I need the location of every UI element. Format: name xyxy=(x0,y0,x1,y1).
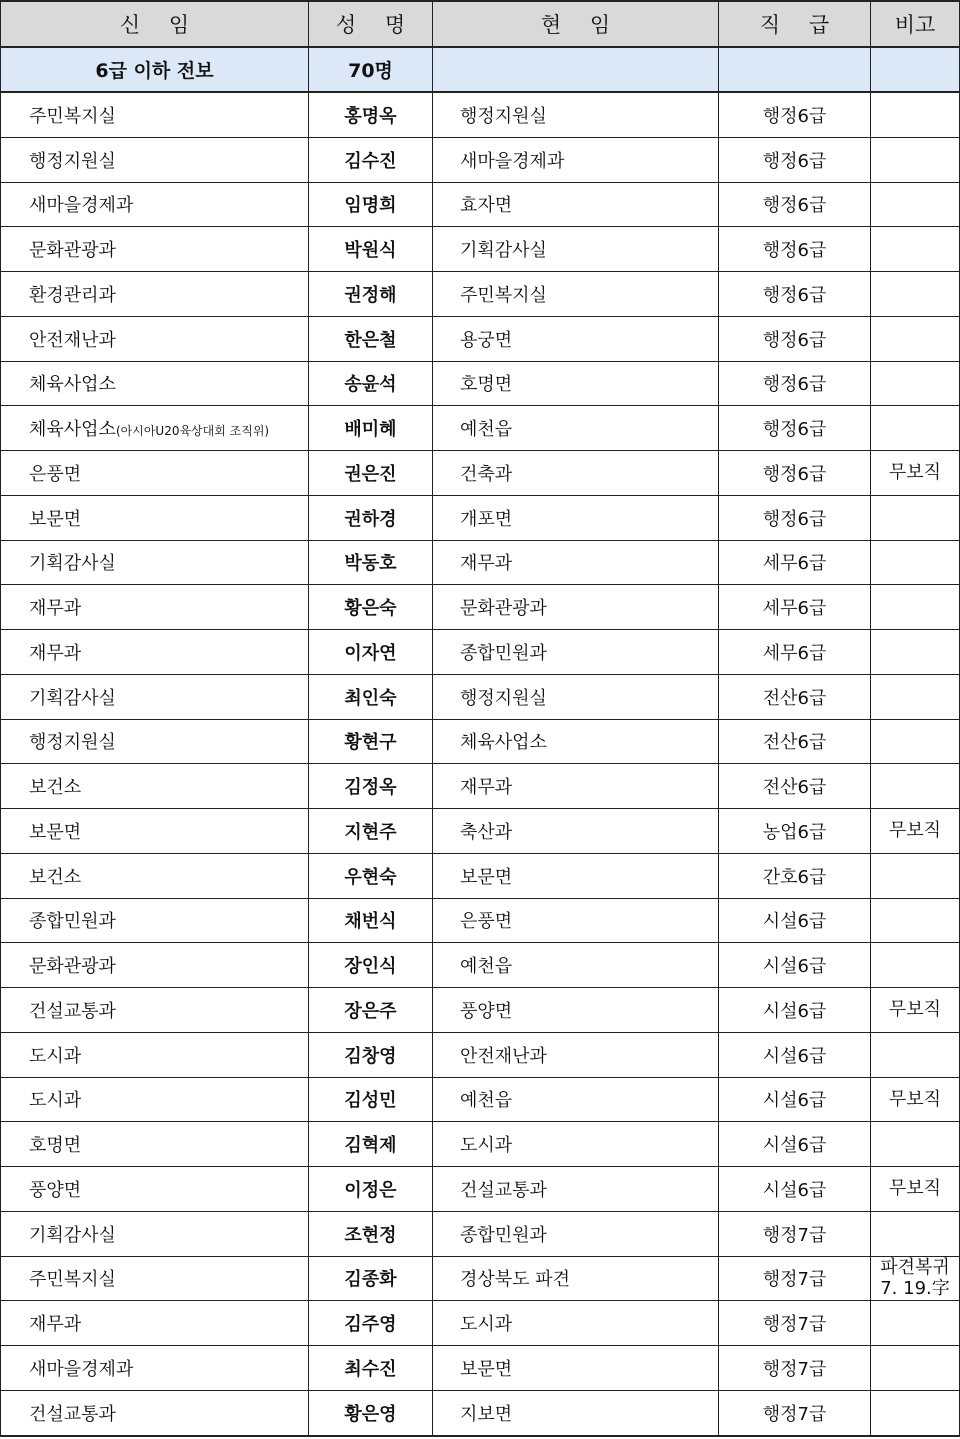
grade-cell: 시설6급 xyxy=(719,1032,871,1077)
new-post-text: 보문면 xyxy=(29,508,82,530)
remark-cell xyxy=(871,1122,960,1167)
new-post-cell xyxy=(1,988,309,1033)
grade-cell: 행정7급 xyxy=(719,1211,871,1256)
grade-cell: 전산6급 xyxy=(719,764,871,809)
grade-cell: 행정6급 xyxy=(719,316,871,361)
name-cell: 권하경 xyxy=(309,495,433,540)
new-post-text: 체육사업소 xyxy=(29,419,116,441)
new-post-cell xyxy=(1,1256,309,1301)
name-cell: 장인식 xyxy=(309,943,433,988)
new-post-text: 재무과 xyxy=(29,1314,82,1336)
new-post-text: 문화관광과 xyxy=(29,240,116,262)
new-post-cell xyxy=(1,1122,309,1167)
summary-row xyxy=(1,47,960,92)
grade-cell: 시설6급 xyxy=(719,898,871,943)
summary-empty-cell xyxy=(871,47,960,92)
new-post-cell xyxy=(1,1077,309,1122)
table-row xyxy=(1,137,960,182)
grade-cell: 시설6급 xyxy=(719,1167,871,1212)
grade-cell: 시설6급 xyxy=(719,1077,871,1122)
table-row xyxy=(1,361,960,406)
header-new-post: 신 임 xyxy=(1,1,309,47)
new-post-cell xyxy=(1,719,309,764)
current-post-cell: 행정지원실 xyxy=(433,674,719,719)
remark-cell xyxy=(871,585,960,630)
current-post-cell: 도시과 xyxy=(433,1301,719,1346)
new-post-text: 문화관광과 xyxy=(29,956,116,978)
table-row xyxy=(1,227,960,272)
new-post-cell xyxy=(1,764,309,809)
remark-cell: 무보직 xyxy=(871,451,960,496)
table-row xyxy=(1,764,960,809)
new-post-cell xyxy=(1,272,309,317)
current-post-cell: 재무과 xyxy=(433,540,719,585)
new-post-cell xyxy=(1,137,309,182)
current-post-cell: 문화관광과 xyxy=(433,585,719,630)
new-post-cell xyxy=(1,585,309,630)
current-post-cell: 보문면 xyxy=(433,853,719,898)
summary-label: 6급 이하 전보 xyxy=(1,47,309,92)
new-post-cell xyxy=(1,316,309,361)
name-cell: 김수진 xyxy=(309,137,433,182)
name-cell: 우현숙 xyxy=(309,853,433,898)
current-post-cell: 기획감사실 xyxy=(433,227,719,272)
new-post-text: 재무과 xyxy=(29,642,82,664)
remark-cell xyxy=(871,406,960,451)
remark-cell xyxy=(871,719,960,764)
name-cell: 황은숙 xyxy=(309,585,433,630)
grade-cell: 행정7급 xyxy=(719,1301,871,1346)
grade-cell: 시설6급 xyxy=(719,988,871,1033)
table-row xyxy=(1,719,960,764)
new-post-text: 주민복지실 xyxy=(29,1269,116,1291)
table-row xyxy=(1,451,960,496)
grade-cell: 행정6급 xyxy=(719,451,871,496)
table-row xyxy=(1,674,960,719)
new-post-text: 기획감사실 xyxy=(29,687,116,709)
table-row xyxy=(1,272,960,317)
current-post-cell: 행정지원실 xyxy=(433,92,719,137)
new-post-text: 주민복지실 xyxy=(29,105,116,127)
grade-cell: 간호6급 xyxy=(719,853,871,898)
name-cell: 김주영 xyxy=(309,1301,433,1346)
remark-cell: 무보직 xyxy=(871,1167,960,1212)
table-row xyxy=(1,585,960,630)
new-post-text: 종합민원과 xyxy=(29,911,116,933)
grade-cell: 전산6급 xyxy=(719,719,871,764)
remark-cell xyxy=(871,1301,960,1346)
current-post-cell: 재무과 xyxy=(433,764,719,809)
current-post-cell: 예천읍 xyxy=(433,1077,719,1122)
table-row xyxy=(1,630,960,675)
summary-count: 70명 xyxy=(309,47,433,92)
name-cell: 김혁제 xyxy=(309,1122,433,1167)
remark-cell xyxy=(871,316,960,361)
table-row xyxy=(1,1256,960,1301)
remark-cell xyxy=(871,227,960,272)
new-post-text: 체육사업소 xyxy=(29,374,116,396)
new-post-text: 안전재난과 xyxy=(29,329,116,351)
name-cell: 송윤석 xyxy=(309,361,433,406)
current-post-cell: 건설교통과 xyxy=(433,1167,719,1212)
current-post-cell: 개포면 xyxy=(433,495,719,540)
new-post-cell xyxy=(1,182,309,227)
grade-cell: 행정6급 xyxy=(719,92,871,137)
name-cell: 지현주 xyxy=(309,809,433,854)
table-row xyxy=(1,1211,960,1256)
current-post-cell: 도시과 xyxy=(433,1122,719,1167)
new-post-text: 도시과 xyxy=(29,1045,82,1067)
new-post-cell xyxy=(1,540,309,585)
name-cell: 권정해 xyxy=(309,272,433,317)
new-post-note: (아시아U20육상대회 조직위) xyxy=(115,424,270,439)
remark-cell: 무보직 xyxy=(871,988,960,1033)
remark-cell xyxy=(871,1032,960,1077)
grade-cell: 농업6급 xyxy=(719,809,871,854)
new-post-cell xyxy=(1,1301,309,1346)
grade-cell: 행정6급 xyxy=(719,495,871,540)
table-row xyxy=(1,406,960,451)
current-post-cell: 효자면 xyxy=(433,182,719,227)
new-post-text: 보건소 xyxy=(29,777,82,799)
table-row xyxy=(1,1346,960,1391)
name-cell: 홍명옥 xyxy=(309,92,433,137)
table-row xyxy=(1,809,960,854)
new-post-text: 보건소 xyxy=(29,866,82,888)
remark-cell: 무보직 xyxy=(871,809,960,854)
new-post-text: 환경관리과 xyxy=(29,284,116,306)
header-name: 성 명 xyxy=(309,1,433,47)
grade-cell: 행정6급 xyxy=(719,361,871,406)
new-post-cell xyxy=(1,361,309,406)
grade-cell: 행정6급 xyxy=(719,406,871,451)
current-post-cell: 호명면 xyxy=(433,361,719,406)
new-post-cell xyxy=(1,943,309,988)
new-post-cell xyxy=(1,92,309,137)
grade-cell: 행정6급 xyxy=(719,137,871,182)
new-post-text: 보문면 xyxy=(29,821,82,843)
new-post-cell xyxy=(1,1390,309,1435)
table-row xyxy=(1,540,960,585)
grade-cell: 행정7급 xyxy=(719,1346,871,1391)
current-post-cell: 은풍면 xyxy=(433,898,719,943)
name-cell: 최인숙 xyxy=(309,674,433,719)
new-post-cell xyxy=(1,674,309,719)
new-post-cell xyxy=(1,809,309,854)
remark-cell xyxy=(871,1346,960,1391)
remark-cell xyxy=(871,1390,960,1435)
new-post-text: 은풍면 xyxy=(29,463,82,485)
name-cell: 박원식 xyxy=(309,227,433,272)
remark-cell xyxy=(871,137,960,182)
table-row xyxy=(1,943,960,988)
name-cell: 최수진 xyxy=(309,1346,433,1391)
new-post-text: 행정지원실 xyxy=(29,150,116,172)
header-current-post: 현 임 xyxy=(433,1,719,47)
name-cell: 황현구 xyxy=(309,719,433,764)
new-post-cell xyxy=(1,495,309,540)
remark-cell xyxy=(871,1211,960,1256)
remark-cell xyxy=(871,943,960,988)
new-post-cell xyxy=(1,451,309,496)
new-post-cell xyxy=(1,227,309,272)
table-row xyxy=(1,495,960,540)
table-row xyxy=(1,898,960,943)
grade-cell: 행정7급 xyxy=(719,1256,871,1301)
current-post-cell: 종합민원과 xyxy=(433,1211,719,1256)
name-cell: 권은진 xyxy=(309,451,433,496)
summary-empty-cell xyxy=(433,47,719,92)
name-cell: 조현정 xyxy=(309,1211,433,1256)
new-post-text: 기획감사실 xyxy=(29,553,116,575)
table-row xyxy=(1,1032,960,1077)
current-post-cell: 주민복지실 xyxy=(433,272,719,317)
name-cell: 김창영 xyxy=(309,1032,433,1077)
grade-cell: 전산6급 xyxy=(719,674,871,719)
current-post-cell: 종합민원과 xyxy=(433,630,719,675)
current-post-cell: 새마을경제과 xyxy=(433,137,719,182)
name-cell: 장은주 xyxy=(309,988,433,1033)
new-post-cell xyxy=(1,630,309,675)
table-row xyxy=(1,316,960,361)
grade-cell: 행정6급 xyxy=(719,272,871,317)
current-post-cell: 풍양면 xyxy=(433,988,719,1033)
name-cell: 채번식 xyxy=(309,898,433,943)
new-post-cell xyxy=(1,898,309,943)
remark-cell xyxy=(871,272,960,317)
remark-cell xyxy=(871,630,960,675)
table-row xyxy=(1,1077,960,1122)
table-row xyxy=(1,1301,960,1346)
grade-cell: 행정7급 xyxy=(719,1390,871,1435)
new-post-text: 재무과 xyxy=(29,598,82,620)
grade-cell: 세무6급 xyxy=(719,540,871,585)
current-post-cell: 체육사업소 xyxy=(433,719,719,764)
grade-cell: 행정6급 xyxy=(719,182,871,227)
new-post-text: 새마을경제과 xyxy=(29,1358,134,1380)
grade-cell: 시설6급 xyxy=(719,943,871,988)
new-post-text: 호명면 xyxy=(29,1135,82,1157)
new-post-cell xyxy=(1,1211,309,1256)
new-post-text: 기획감사실 xyxy=(29,1224,116,1246)
current-post-cell: 예천읍 xyxy=(433,943,719,988)
name-cell: 황은영 xyxy=(309,1390,433,1435)
current-post-cell: 보문면 xyxy=(433,1346,719,1391)
table-row xyxy=(1,1167,960,1212)
remark-cell xyxy=(871,361,960,406)
table-header xyxy=(1,1,960,47)
new-post-cell xyxy=(1,1167,309,1212)
remark-cell xyxy=(871,540,960,585)
name-cell: 임명희 xyxy=(309,182,433,227)
table-row xyxy=(1,853,960,898)
name-cell: 배미혜 xyxy=(309,406,433,451)
table-row xyxy=(1,92,960,137)
remark-cell xyxy=(871,764,960,809)
current-post-cell: 경상북도 파견 xyxy=(433,1256,719,1301)
remark-cell xyxy=(871,674,960,719)
table-row xyxy=(1,988,960,1033)
grade-cell: 세무6급 xyxy=(719,585,871,630)
new-post-cell xyxy=(1,406,309,451)
remark-cell xyxy=(871,898,960,943)
current-post-cell: 안전재난과 xyxy=(433,1032,719,1077)
name-cell: 한은철 xyxy=(309,316,433,361)
table-row xyxy=(1,182,960,227)
new-post-text: 건설교통과 xyxy=(29,1403,116,1425)
table-body xyxy=(1,47,960,1436)
name-cell: 김정옥 xyxy=(309,764,433,809)
name-cell: 김종화 xyxy=(309,1256,433,1301)
new-post-text: 새마을경제과 xyxy=(29,195,134,217)
remark-cell: 무보직 xyxy=(871,1077,960,1122)
new-post-cell xyxy=(1,1032,309,1077)
new-post-text: 행정지원실 xyxy=(29,732,116,754)
remark-cell xyxy=(871,495,960,540)
current-post-cell: 축산과 xyxy=(433,809,719,854)
new-post-text: 도시과 xyxy=(29,1090,82,1112)
remark-cell: 파견복귀 7. 19.字 xyxy=(871,1256,960,1301)
name-cell: 이정은 xyxy=(309,1167,433,1212)
remark-cell xyxy=(871,182,960,227)
new-post-text: 풍양면 xyxy=(29,1179,82,1201)
remark-cell xyxy=(871,92,960,137)
new-post-cell xyxy=(1,853,309,898)
table-row xyxy=(1,1390,960,1435)
grade-cell: 시설6급 xyxy=(719,1122,871,1167)
header-grade: 직 급 xyxy=(719,1,871,47)
header-remarks: 비고 xyxy=(871,1,960,47)
current-post-cell: 지보면 xyxy=(433,1390,719,1435)
grade-cell: 행정6급 xyxy=(719,227,871,272)
name-cell: 박동호 xyxy=(309,540,433,585)
current-post-cell: 예천읍 xyxy=(433,406,719,451)
grade-cell: 세무6급 xyxy=(719,630,871,675)
summary-empty-cell xyxy=(719,47,871,92)
remark-cell xyxy=(871,853,960,898)
current-post-cell: 건축과 xyxy=(433,451,719,496)
new-post-text: 건설교통과 xyxy=(29,1000,116,1022)
name-cell: 김성민 xyxy=(309,1077,433,1122)
table-row xyxy=(1,1122,960,1167)
name-cell: 이자연 xyxy=(309,630,433,675)
new-post-cell xyxy=(1,1346,309,1391)
current-post-cell: 용궁면 xyxy=(433,316,719,361)
